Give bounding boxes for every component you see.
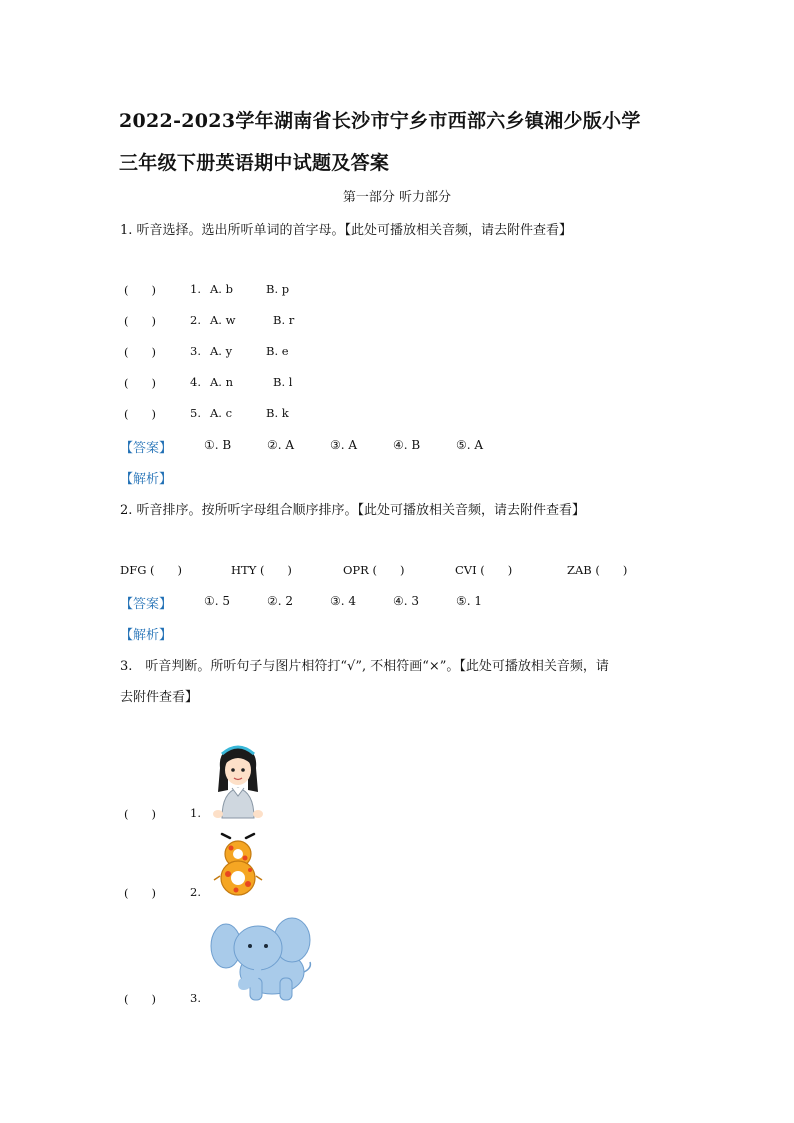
item-number: 1. xyxy=(190,282,201,296)
answer-value: ⑤. A xyxy=(456,438,484,452)
letter-group: CVI ( ) xyxy=(455,563,513,577)
answer-value: ⑤. 1 xyxy=(456,594,483,608)
letter-group: DFG ( ) xyxy=(120,563,183,577)
letter-group: ZAB ( ) xyxy=(567,563,628,577)
answer-blank: ( ) xyxy=(124,807,156,821)
section-heading: 第一部分 听力部分 xyxy=(342,190,452,205)
answer-value: ③. A xyxy=(330,438,358,452)
item-number: 4. xyxy=(190,375,201,389)
option-b: B. l xyxy=(273,375,293,389)
answer-blank: ( ) xyxy=(124,376,156,390)
q3-prompt-line2: 去附件查看】 xyxy=(120,690,199,705)
q2-prompt: 2. 听音排序。按所听字母组合顺序排序。【此处可播放相关音频，请去附件查看】 xyxy=(120,503,586,518)
q3-prompt-line1: 3. 听音判断。所听句子与图片相符打“√”, 不相符画“×”。【此处可播放相关音频，请 xyxy=(120,659,609,674)
answer-value: ④. B xyxy=(393,438,421,452)
document-title-line1: 2022-2023学年湖南省长沙市宁乡市西部六乡镇湘少版小学 xyxy=(119,110,641,132)
answer-value: ①. 5 xyxy=(204,594,231,608)
option-b: B. e xyxy=(266,344,289,358)
option-b: B. r xyxy=(273,313,295,327)
item-number: 3. xyxy=(190,991,201,1005)
answer-tag: 【答案】 xyxy=(120,597,173,612)
option-a: A. y xyxy=(210,344,233,358)
girl-icon xyxy=(208,740,268,820)
option-a: A. n xyxy=(210,375,234,389)
answer-blank: ( ) xyxy=(124,283,156,297)
answer-value: ③. 4 xyxy=(330,594,357,608)
option-a: A. c xyxy=(210,406,233,420)
item-number: 2. xyxy=(190,885,201,899)
analysis-tag: 【解析】 xyxy=(120,472,173,487)
answer-value: ④. 3 xyxy=(393,594,420,608)
answer-value: ②. A xyxy=(267,438,295,452)
elephant-icon xyxy=(208,912,318,1004)
analysis-tag: 【解析】 xyxy=(120,628,173,643)
answer-blank: ( ) xyxy=(124,992,156,1006)
q1-prompt: 1. 听音选择。选出所听单词的首字母。【此处可播放相关音频，请去附件查看】 xyxy=(120,223,573,238)
item-number: 2. xyxy=(190,313,201,327)
answer-blank: ( ) xyxy=(124,314,156,328)
answer-value: ①. B xyxy=(204,438,232,452)
answer-blank: ( ) xyxy=(124,345,156,359)
option-b: B. k xyxy=(266,406,289,420)
number-eight-icon xyxy=(210,828,266,900)
letter-group: OPR ( ) xyxy=(343,563,405,577)
answer-blank: ( ) xyxy=(124,886,156,900)
answer-blank: ( ) xyxy=(124,407,156,421)
answer-tag: 【答案】 xyxy=(120,441,173,456)
document-title-line2: 三年级下册英语期中试题及答案 xyxy=(119,152,390,174)
item-number: 3. xyxy=(190,344,201,358)
item-number: 1. xyxy=(190,806,201,820)
option-b: B. p xyxy=(266,282,290,296)
item-number: 5. xyxy=(190,406,201,420)
letter-group: HTY ( ) xyxy=(231,563,292,577)
option-a: A. b xyxy=(210,282,233,296)
option-a: A. w xyxy=(210,313,236,327)
answer-value: ②. 2 xyxy=(267,594,294,608)
